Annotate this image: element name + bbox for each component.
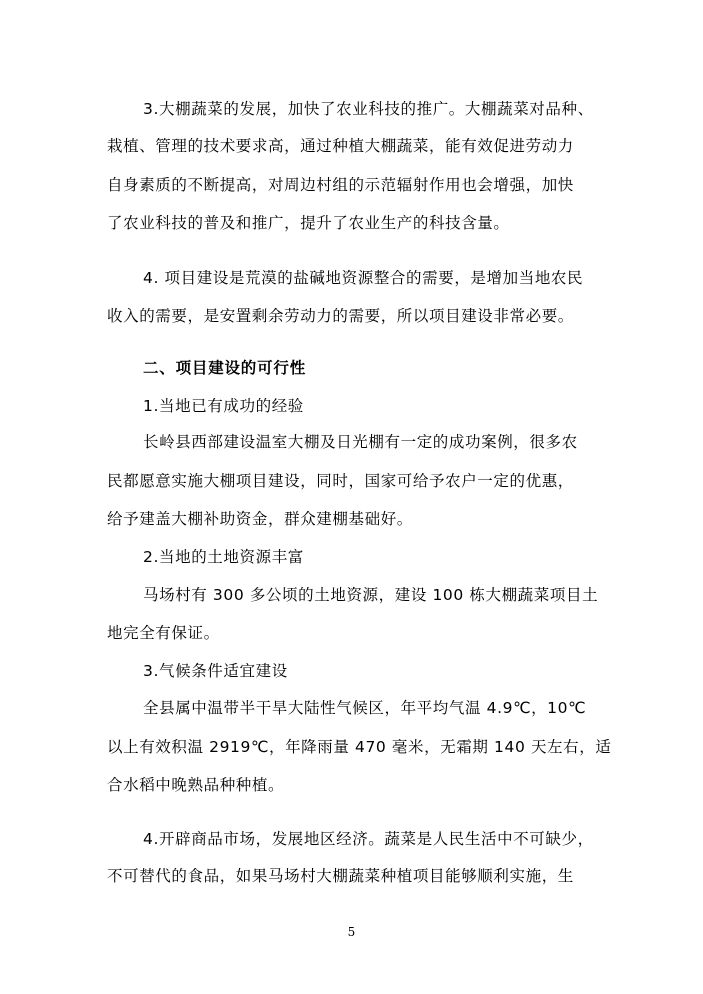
page-number: 5 [347, 925, 356, 939]
paragraph-1-line-3: 自身素质的不断提高，对周边村组的示范辐射作用也会增强，加快 [107, 176, 574, 194]
subsection-3-line-2: 以上有效积温 2919℃，年降雨量 470 毫米，无霜期 140 天左右，适 [107, 738, 612, 756]
subsection-3-title: 3.气候条件适宜建设 [143, 662, 288, 680]
section-heading: 二、项目建设的可行性 [143, 359, 307, 377]
paragraph-2-line-2: 收入的需要，是安置剩余劳动力的需要，所以项目建设非常必要。 [107, 307, 574, 325]
subsection-1-title: 1.当地已有成功的经验 [143, 397, 304, 415]
paragraph-1-line-1: 3.大棚蔬菜的发展，加快了农业科技的推广。大棚蔬菜对品种、 [143, 100, 594, 118]
subsection-3-line-3: 合水稻中晚熟品种种植。 [107, 776, 285, 794]
subsection-1-line-2: 民都愿意实施大棚项目建设，同时，国家可给予农户一定的优惠， [107, 472, 574, 490]
subsection-1-line-1: 长岭县西部建设温室大棚及日光棚有一定的成功案例，很多农 [143, 433, 578, 451]
subsection-2-line-2: 地完全有保证。 [107, 624, 220, 642]
paragraph-1-line-4: 了农业科技的普及和推广，提升了农业生产的科技含量。 [107, 214, 510, 232]
paragraph-2-line-1: 4. 项目建设是荒漠的盐碱地资源整合的需要，是增加当地农民 [143, 269, 584, 287]
subsection-1-line-3: 给予建盖大棚补助资金，群众建棚基础好。 [107, 510, 413, 528]
subsection-3-line-1: 全县属中温带半干旱大陆性气候区，年平均气温 4.9℃，10℃ [143, 699, 587, 717]
subsection-2-line-1: 马场村有 300 多公顷的土地资源，建设 100 栋大棚蔬菜项目土 [143, 586, 599, 604]
paragraph-last-line-2: 不可替代的食品，如果马场村大棚蔬菜种植项目能够顺利实施，生 [107, 867, 574, 885]
subsection-2-title: 2.当地的土地资源丰富 [143, 548, 304, 566]
paragraph-1-line-2: 栽植、管理的技术要求高，通过种植大棚蔬菜，能有效促进劳动力 [107, 137, 574, 155]
paragraph-last-line-1: 4.开辟商品市场，发展地区经济。蔬菜是人民生活中不可缺少， [143, 830, 594, 848]
